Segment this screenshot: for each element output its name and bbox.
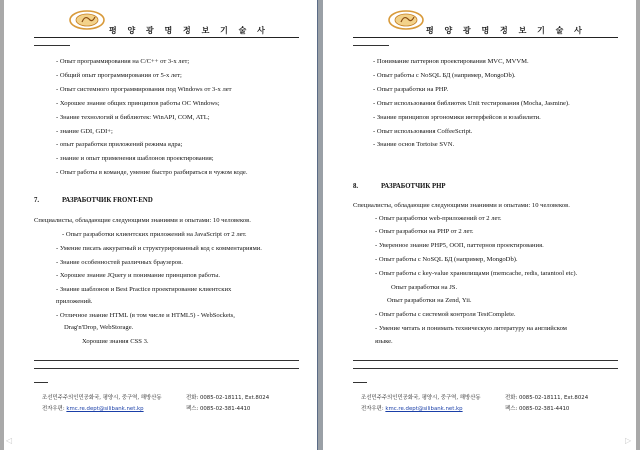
footer-rule (353, 368, 618, 369)
requirement-line: - Хорошее знание JQuery и понимание принципов работы. (56, 272, 221, 279)
requirement-line: - Опыт работы с NoSQL БД (например, MongoDb). (375, 256, 518, 263)
requirement-line: языке. (375, 338, 393, 345)
requirement-line: - Опыт работы с системой контроля TestComplete. (375, 311, 516, 318)
requirement-line: - Умение читать и понимать техническую литературу на английском (375, 325, 567, 332)
requirement-line: - Опыт системного программирования под Windows от 3-х лет (56, 86, 232, 93)
footer-rule (34, 360, 299, 361)
page-header-title: 평 양 광 명 정 보 기 술 사 (109, 26, 269, 35)
footer-email-label: 전자우편: (361, 406, 384, 412)
requirement-line: - знание GDI, GDI+; (56, 128, 113, 135)
requirement-line: - опыт разработки приложений режима ядра; (56, 141, 183, 148)
footer-rule (353, 360, 618, 361)
requirement-line: - Опыт использования CoffeeScript. (373, 128, 473, 135)
requirement-line: - Опыт работы с NoSQL БД (например, MongoDb). (373, 72, 516, 79)
document-page-left (4, 0, 317, 450)
requirement-line: - Опыт работы в команде, умение быстро разбираться в чужом коде. (56, 169, 248, 176)
footer-email-link[interactable]: kmc.re.dept@silibank.net.kp (385, 406, 463, 412)
footer-stub-rule (34, 382, 48, 383)
requirement-line: - Опыт разработки клиентских приложений на JavaScript от 2 лет. (62, 231, 247, 238)
header-rule (353, 37, 618, 38)
footer-fax: 팩스: 0085-02-381-4410 (186, 406, 251, 412)
requirement-line: - Знание технологий и библиотек: WinAPI, COM, ATL; (56, 114, 210, 121)
requirement-line: - Отличное знание HTML (в том числе и HTML5) - WebSockets, (56, 312, 235, 319)
header-stub-rule (353, 45, 389, 46)
footer-phone: 전화: 0085-02-18111, Ext.8024 (505, 395, 589, 401)
section-intro: Специалисты, обладающие следующими знаниями и опытами: 10 человеков. (34, 217, 251, 224)
footer-address: 조선민주주의인민공화국, 평양시, 중구역, 해방산동 (361, 395, 481, 401)
next-page-arrow-icon[interactable]: ▷ (625, 436, 632, 445)
requirement-line: - Хорошее знание общих принципов работы ОС Windows; (56, 100, 220, 107)
company-logo (387, 9, 425, 31)
requirement-line: - Опыт программирования на C/C++ от 3-х лет; (56, 58, 190, 65)
requirement-line: - Опыт разработки на PHP. (373, 86, 449, 93)
requirement-line: - Умение писать аккуратный и структурированный код с комментариями. (56, 245, 262, 252)
footer-address: 조선민주주의인민공화국, 평양시, 중구역, 해방산동 (42, 395, 162, 401)
footer-email-row (42, 404, 144, 412)
page-header-title: 평 양 광 명 정 보 기 술 사 (426, 26, 586, 35)
prev-page-arrow-icon[interactable]: ◁ (6, 436, 13, 445)
section-number: 8. (353, 183, 359, 190)
requirement-line: - Понимание паттернов проектирования MVC, MVVM. (373, 58, 529, 65)
section-title: РАЗРАБОТЧИК PHP (381, 183, 446, 190)
section-number: 7. (34, 197, 40, 204)
footer-email-row (361, 404, 463, 412)
requirement-line: - Опыт использования библиотек Unit тестирования (Mocha, Jasmine). (373, 100, 570, 107)
requirement-line: Хорошие знания CSS 3. (82, 338, 149, 345)
requirement-line: Опыт разработки на Zend, Yii. (387, 297, 472, 304)
company-logo (68, 9, 106, 31)
requirement-line: - Опыт разработки на PHP от 2 лет. (375, 228, 474, 235)
requirement-line: Drag'n'Drop, WebStorage. (64, 324, 134, 331)
requirement-line: приложений. (56, 298, 93, 305)
requirement-line: - Знание основ Tortoise SVN. (373, 141, 455, 148)
requirement-line: - Знание шаблонов и Best Practice проектирование клиентских (56, 286, 232, 293)
section-intro: Специалисты, обладающие следующими знаниями и опытами: 10 человеков. (353, 202, 570, 209)
footer-email-label: 전자우편: (42, 406, 65, 412)
footer-email-link[interactable]: kmc.re.dept@silibank.net.kp (66, 406, 144, 412)
requirement-line: - знание и опыт применения шаблонов проектирования; (56, 155, 214, 162)
requirement-line: Опыт разработки на JS. (391, 284, 458, 291)
requirement-line: - Опыт работы с key-value хранилищами (memcache, redis, tarantool etc). (375, 270, 578, 277)
footer-stub-rule (353, 382, 367, 383)
document-page-right (323, 0, 636, 450)
requirement-line: - Знание особенностей различных браузеров. (56, 259, 183, 266)
footer-rule (34, 368, 299, 369)
requirement-line: - Опыт разработки web-приложений от 2 лет. (375, 215, 502, 222)
requirement-line: - Уверенное знание PHP5, ООП, паттернов проектирования. (375, 242, 544, 249)
footer-phone: 전화: 0085-02-18111, Ext.8024 (186, 395, 270, 401)
footer-fax: 팩스: 0085-02-381-4410 (505, 406, 570, 412)
section-title: РАЗРАБОТЧИК FRONT-END (62, 197, 153, 204)
requirement-line: - Знание принципов эргономики интерфейсов и юзабилити. (373, 114, 541, 121)
header-rule (34, 37, 299, 38)
requirement-line: - Общий опыт программирования от 5-х лет; (56, 72, 182, 79)
header-stub-rule (34, 45, 70, 46)
